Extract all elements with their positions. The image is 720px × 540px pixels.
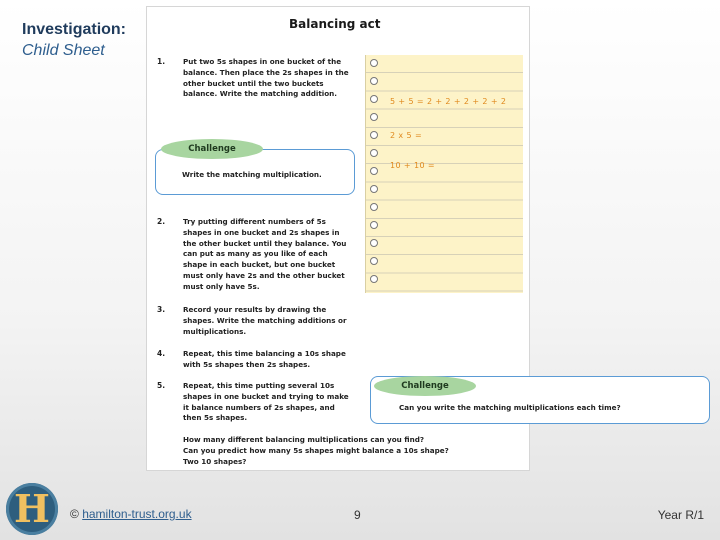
- slide-title: [22, 20, 126, 62]
- item-2-number: 2.: [157, 217, 166, 226]
- year-group: Year R/1: [657, 508, 704, 522]
- notepad-ring-icon: [370, 275, 378, 283]
- logo-letter: H: [14, 486, 50, 531]
- notepad-ring-icon: [370, 221, 378, 229]
- notepad-ring-icon: [370, 149, 378, 157]
- hamilton-trust-link[interactable]: hamilton-trust.org.uk: [82, 507, 192, 521]
- item-5-number: 5.: [157, 381, 166, 390]
- notepad-ring-icon: [370, 113, 378, 121]
- slide-title-line2: Child Sheet: [22, 41, 105, 59]
- item-3-number: 3.: [157, 305, 166, 314]
- notepad-sum-3: 10 + 10 =: [390, 161, 435, 170]
- copyright-symbol: ©: [70, 507, 79, 521]
- notepad-ring-icon: [370, 59, 378, 67]
- hamilton-logo-icon: [6, 483, 58, 535]
- challenge-1-label: Challenge: [161, 139, 263, 159]
- notepad-sum-2: 2 x 5 =: [390, 131, 423, 140]
- item-1-text: Put two 5s shapes in one bucket of the balance. Then place the 2s shapes in the other bucket until the two buckets balance. Write the matching addition.: [183, 57, 349, 99]
- challenge-2-label: Challenge: [374, 376, 476, 396]
- challenge-1-text: Write the matching multiplication.: [182, 170, 322, 179]
- page-number: 9: [354, 508, 361, 522]
- notepad: [365, 55, 523, 293]
- notepad-ring-icon: [370, 239, 378, 247]
- item-5-text: Repeat, this time putting several 10s shapes in one bucket and trying to make it balance numbers of 2s shapes, and then 5s shapes.: [183, 381, 349, 423]
- item-3-text: Record your results by drawing the shapes. Write the matching additions or multiplications.: [183, 305, 347, 336]
- item-1-number: 1.: [157, 57, 166, 66]
- closing-line-3: Two 10 shapes?: [183, 457, 247, 466]
- slide-title-line1: Investigation:: [22, 21, 127, 38]
- notepad-sum-1: 5 + 5 = 2 + 2 + 2 + 2 + 2: [390, 97, 507, 106]
- closing-line-1: How many different balancing multiplications can you find?: [183, 435, 425, 444]
- footer-copyright: [70, 507, 192, 521]
- notepad-ring-icon: [370, 95, 378, 103]
- challenge-2-text: Can you write the matching multiplications each time?: [399, 403, 621, 412]
- item-2-text: Try putting different numbers of 5s shapes in one bucket and 2s shapes in the other bucket until they balance. You can put as many as you like of each shape in each bucket, but one bucket must only have 2s and the other bucket must only have 5s.: [183, 217, 347, 291]
- item-4-text: Repeat, this time balancing a 10s shape with 5s shapes then 2s shapes.: [183, 349, 346, 369]
- worksheet-title: Balancing act: [289, 17, 381, 31]
- notepad-ring-icon: [370, 203, 378, 211]
- notepad-ring-icon: [370, 77, 378, 85]
- notepad-ring-icon: [370, 131, 378, 139]
- notepad-ring-icon: [370, 167, 378, 175]
- item-4-number: 4.: [157, 349, 166, 358]
- closing-line-2: Can you predict how many 5s shapes might balance a 10s shape?: [183, 446, 449, 455]
- notepad-ring-icon: [370, 185, 378, 193]
- notepad-ring-icon: [370, 257, 378, 265]
